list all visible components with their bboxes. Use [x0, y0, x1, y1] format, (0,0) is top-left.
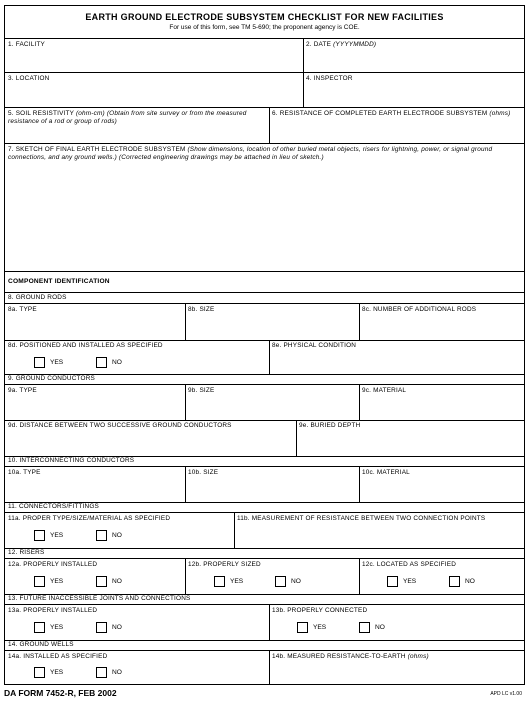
12b-label: 12b. PROPERLY SIZED	[188, 561, 261, 568]
11b-field[interactable]	[234, 512, 526, 548]
8c-label: 8c. NUMBER OF ADDITIONAL RODS	[362, 306, 477, 313]
12a-yes-checkbox[interactable]: YES	[34, 576, 63, 587]
9a-label: 9a. TYPE	[8, 387, 37, 394]
date-label: 2. DATE (YYYYMMDD)	[306, 41, 377, 48]
14a-no-checkbox[interactable]: NO	[96, 667, 122, 678]
form-version: APD LC v1.00	[490, 691, 522, 697]
checklist-form	[4, 5, 525, 685]
14b-field[interactable]	[269, 650, 526, 684]
9a-field[interactable]	[5, 384, 185, 420]
8e-label: 8e. PHYSICAL CONDITION	[272, 342, 357, 349]
checkbox-box[interactable]	[34, 576, 45, 587]
10a-label: 10a. TYPE	[8, 469, 41, 476]
resistance-field[interactable]	[269, 107, 526, 143]
checkbox-box[interactable]	[34, 667, 45, 678]
8b-label: 8b. SIZE	[188, 306, 215, 313]
checkbox-box[interactable]	[387, 576, 398, 587]
form-number: DA FORM 7452-R, FEB 2002	[4, 688, 117, 698]
section-10-heading: 10. INTERCONNECTING CONDUCTORS	[8, 457, 135, 464]
13b-no-checkbox[interactable]: NO	[359, 622, 385, 633]
8a-field[interactable]	[5, 303, 185, 340]
13b-label: 13b. PROPERLY CONNECTED	[272, 607, 368, 614]
12a-no-checkbox[interactable]: NO	[96, 576, 122, 587]
checkbox-box[interactable]	[96, 357, 107, 368]
location-label: 3. LOCATION	[8, 75, 50, 82]
checkbox-box[interactable]	[275, 576, 286, 587]
checkbox-box[interactable]	[96, 667, 107, 678]
10c-field[interactable]	[359, 466, 526, 502]
8d-no-checkbox[interactable]: NO	[96, 357, 122, 368]
10c-label: 10c. MATERIAL	[362, 469, 410, 476]
9b-field[interactable]	[185, 384, 359, 420]
component-identification-heading: COMPONENT IDENTIFICATION	[8, 278, 110, 285]
section-13-heading: 13. FUTURE INACCESSIBLE JOINTS AND CONNECTIONS	[8, 595, 191, 602]
12a-label: 12a. PROPERLY INSTALLED	[8, 561, 98, 568]
12c-label: 12c. LOCATED AS SPECIFIED	[362, 561, 457, 568]
8b-field[interactable]	[185, 303, 359, 340]
14a-yes-checkbox[interactable]: YES	[34, 667, 63, 678]
location-field[interactable]	[5, 72, 303, 107]
14b-label: 14b. MEASURED RESISTANCE-TO-EARTH (ohms)	[272, 653, 429, 660]
10b-label: 10b. SIZE	[188, 469, 219, 476]
form-title: EARTH GROUND ELECTRODE SUBSYSTEM CHECKLIST FOR NEW FACILITIES	[85, 12, 444, 22]
facility-label: 1. FACILITY	[8, 41, 46, 48]
9e-field[interactable]	[296, 420, 526, 456]
inspector-field[interactable]	[303, 72, 526, 107]
section-14-heading: 14. GROUND WELLS	[8, 641, 74, 648]
checkbox-box[interactable]	[34, 622, 45, 633]
12b-no-checkbox[interactable]: NO	[275, 576, 301, 587]
checkbox-box[interactable]	[297, 622, 308, 633]
9d-field[interactable]	[5, 420, 296, 456]
checkbox-box[interactable]	[96, 576, 107, 587]
9c-field[interactable]	[359, 384, 526, 420]
soil-resistivity-field[interactable]	[5, 107, 269, 143]
8a-label: 8a. TYPE	[8, 306, 37, 313]
12c-no-checkbox[interactable]: NO	[449, 576, 475, 587]
resistance-label: 6. RESISTANCE OF COMPLETED EARTH ELECTRODE SUBSYSTEM (ohms)	[272, 110, 511, 117]
11a-yes-checkbox[interactable]: YES	[34, 530, 63, 541]
13a-no-checkbox[interactable]: NO	[96, 622, 122, 633]
11a-label: 11a. PROPER TYPE/SIZE/MATERIAL AS SPECIFIED	[8, 515, 171, 522]
8c-field[interactable]	[359, 303, 526, 340]
12b-yes-checkbox[interactable]: YES	[214, 576, 243, 587]
13b-yes-checkbox[interactable]: YES	[297, 622, 326, 633]
9c-label: 9c. MATERIAL	[362, 387, 407, 394]
14a-label: 14a. INSTALLED AS SPECIFIED	[8, 653, 108, 660]
inspector-label: 4. INSPECTOR	[306, 75, 353, 82]
checkbox-box[interactable]	[96, 622, 107, 633]
checkbox-box[interactable]	[449, 576, 460, 587]
section-9-heading: 9. GROUND CONDUCTORS	[8, 375, 95, 382]
12c-yes-checkbox[interactable]: YES	[387, 576, 416, 587]
sketch-label: 7. SKETCH OF FINAL EARTH ELECTRODE SUBSYSTEM (Show dimensions, location of other buried metal objects, risers for lightning, power, or signal ground connections, and any ground wells.) (Corrected engineering drawings may be attached in lieu of sketch.)	[8, 146, 493, 161]
section-8-heading: 8. GROUND RODS	[8, 294, 67, 301]
checkbox-box[interactable]	[96, 530, 107, 541]
13a-yes-checkbox[interactable]: YES	[34, 622, 63, 633]
checkbox-box[interactable]	[214, 576, 225, 587]
13a-label: 13a. PROPERLY INSTALLED	[8, 607, 98, 614]
section-12-heading: 12. RISERS	[8, 549, 45, 556]
9b-label: 9b. SIZE	[188, 387, 215, 394]
soil-resistivity-label: 5. SOIL RESISTIVITY (ohm-cm) (Obtain from site survey or from the measured resistance of a rod or group of rods)	[8, 110, 247, 125]
8d-label: 8d. POSITIONED AND INSTALLED AS SPECIFIED	[8, 342, 163, 349]
11a-no-checkbox[interactable]: NO	[96, 530, 122, 541]
10b-field[interactable]	[185, 466, 359, 502]
10a-field[interactable]	[5, 466, 185, 502]
9e-label: 9e. BURIED DEPTH	[299, 422, 361, 429]
checkbox-box[interactable]	[359, 622, 370, 633]
11b-label: 11b. MEASUREMENT OF RESISTANCE BETWEEN TWO CONNECTION POINTS	[237, 515, 486, 522]
form-subtitle: For use of this form, see TM 5-690; the proponent agency is COE.	[169, 24, 360, 31]
9d-label: 9d. DISTANCE BETWEEN TWO SUCCESSIVE GROUND CONDUCTORS	[8, 422, 232, 429]
facility-field[interactable]	[5, 38, 303, 72]
sketch-area[interactable]	[5, 143, 526, 271]
8d-yes-checkbox[interactable]: YES	[34, 357, 63, 368]
date-field[interactable]	[303, 38, 526, 72]
checkbox-box[interactable]	[34, 357, 45, 368]
8e-field[interactable]	[269, 340, 526, 374]
section-11-heading: 11. CONNECTORS/FITTINGS	[8, 503, 100, 510]
checkbox-box[interactable]	[34, 530, 45, 541]
